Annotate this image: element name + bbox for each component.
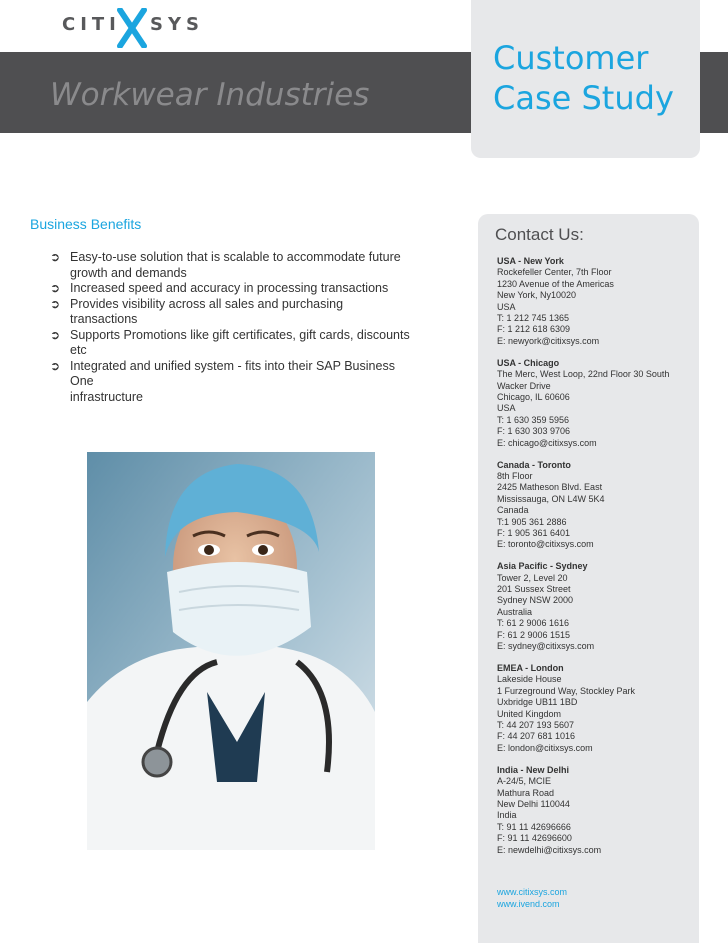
- office-detail: Sydney NSW 2000: [497, 595, 574, 606]
- benefit-text: Supports Promotions like gift certificates, gift cards, discounts: [70, 327, 410, 342]
- office-detail: Tower 2, Level 20: [497, 572, 568, 583]
- office-detail: 1230 Avenue of the Americas: [497, 278, 614, 289]
- office-detail: New Delhi 110044: [497, 798, 570, 809]
- benefit-text: infrastructure: [70, 389, 143, 404]
- doctor-photo: [87, 452, 375, 850]
- benefit-text: etc: [70, 343, 87, 357]
- website-link[interactable]: www.citixsys.com: [497, 887, 568, 897]
- benefit-text: Provides visibility across all sales and purchasing transactions: [70, 296, 344, 326]
- office-detail: Lakeside House: [497, 674, 562, 685]
- office-block: [497, 765, 697, 856]
- benefit-text: Increased speed and accuracy in processing transactions: [70, 281, 389, 295]
- office-email[interactable]: E: sydney@citixsys.com: [497, 641, 595, 652]
- website-links: [497, 887, 567, 910]
- office-detail: T: 1 630 359 5956: [497, 414, 570, 425]
- contact-title: Contact Us:: [495, 225, 584, 244]
- citixsys-logo: [62, 8, 222, 48]
- benefits-list: [50, 250, 410, 405]
- office-block: [497, 561, 697, 652]
- case-study-title: [493, 38, 674, 118]
- office-detail: T:1 905 361 2886: [497, 516, 567, 527]
- benefit-item: [50, 297, 410, 328]
- office-block: [497, 460, 697, 551]
- office-detail: New York, Ny10020: [497, 290, 577, 301]
- office-detail: T: 44 207 193 5607: [497, 720, 575, 731]
- logo-text-right: SYS: [150, 14, 204, 35]
- office-block: [497, 256, 697, 347]
- office-name: India - New Delhi: [497, 764, 570, 775]
- office-detail: F: 1 212 618 6309: [497, 324, 571, 335]
- benefit-text: Integrated and unified system - fits into their SAP Business One: [70, 358, 395, 388]
- arrow-circle-right-icon: ➲: [50, 296, 61, 311]
- case-study-line-1: Customer: [493, 39, 649, 77]
- office-detail: F: 61 2 9006 1515: [497, 629, 571, 640]
- office-detail: India: [497, 810, 517, 821]
- benefits-heading: Business Benefits: [30, 216, 142, 232]
- office-list: [497, 256, 697, 867]
- office-name: USA - New York: [497, 256, 564, 266]
- office-detail: T: 91 11 42696666: [497, 821, 571, 832]
- office-detail: Wacker Drive: [497, 380, 551, 391]
- office-name: Canada - Toronto: [497, 459, 571, 470]
- office-detail: Rockefeller Center, 7th Floor: [497, 267, 612, 278]
- office-detail: F: 91 11 42696600: [497, 833, 572, 844]
- office-email[interactable]: E: chicago@citixsys.com: [497, 437, 597, 448]
- benefit-item: [50, 359, 410, 406]
- office-name: EMEA - London: [497, 663, 564, 673]
- office-detail: Chicago, IL 60606: [497, 391, 570, 402]
- office-email[interactable]: E: newyork@citixsys.com: [497, 335, 600, 346]
- doctor-illustration: [87, 452, 375, 850]
- office-block: [497, 358, 697, 449]
- office-detail: Canada: [497, 505, 529, 516]
- office-detail: 1 Furzeground Way, Stockley Park: [497, 685, 636, 696]
- office-email[interactable]: E: toronto@citixsys.com: [497, 539, 594, 550]
- office-detail: 8th Floor: [497, 470, 533, 481]
- arrow-circle-right-icon: ➲: [50, 327, 61, 342]
- office-name: USA - Chicago: [497, 357, 560, 368]
- case-study-line-2: Case Study: [493, 79, 674, 117]
- office-detail: Australia: [497, 606, 533, 617]
- arrow-circle-right-icon: ➲: [50, 281, 61, 295]
- website-link[interactable]: www.ivend.com: [497, 898, 560, 909]
- benefit-text: growth and demands: [70, 265, 187, 280]
- office-detail: 2425 Matheson Blvd. East: [497, 482, 603, 493]
- office-detail: A-24/5, MCIE: [497, 776, 552, 787]
- x-mark-icon: [114, 8, 150, 48]
- arrow-circle-right-icon: ➲: [50, 250, 61, 264]
- office-detail: USA: [497, 403, 516, 414]
- office-detail: T: 1 212 745 1365: [497, 313, 570, 324]
- office-detail: F: 44 207 681 1016: [497, 731, 576, 742]
- benefit-item: [50, 281, 410, 297]
- office-detail: United Kingdom: [497, 708, 562, 719]
- office-email[interactable]: E: london@citixsys.com: [497, 742, 593, 753]
- office-detail: USA: [497, 301, 516, 312]
- office-detail: 201 Sussex Street: [497, 584, 571, 595]
- arrow-circle-right-icon: ➲: [50, 358, 61, 373]
- office-detail: F: 1 905 361 6401: [497, 527, 571, 538]
- benefit-item: [50, 328, 410, 359]
- office-email[interactable]: E: newdelhi@citixsys.com: [497, 844, 602, 855]
- office-detail: T: 61 2 9006 1616: [497, 618, 570, 629]
- logo-text-left: CITI: [62, 14, 121, 35]
- office-detail: Mississauga, ON L4W 5K4: [497, 493, 605, 504]
- benefit-item: [50, 250, 410, 281]
- office-name: Asia Pacific - Sydney: [497, 561, 588, 572]
- office-detail: Uxbridge UB11 1BD: [497, 697, 578, 708]
- office-detail: The Merc, West Loop, 22nd Floor 30 South: [497, 369, 670, 380]
- office-detail: F: 1 630 303 9706: [497, 426, 571, 437]
- office-block: [497, 663, 697, 754]
- company-title: Workwear Industries: [50, 77, 370, 113]
- office-detail: Mathura Road: [497, 787, 555, 798]
- benefit-text: Easy-to-use solution that is scalable to accommodate future: [70, 250, 401, 264]
